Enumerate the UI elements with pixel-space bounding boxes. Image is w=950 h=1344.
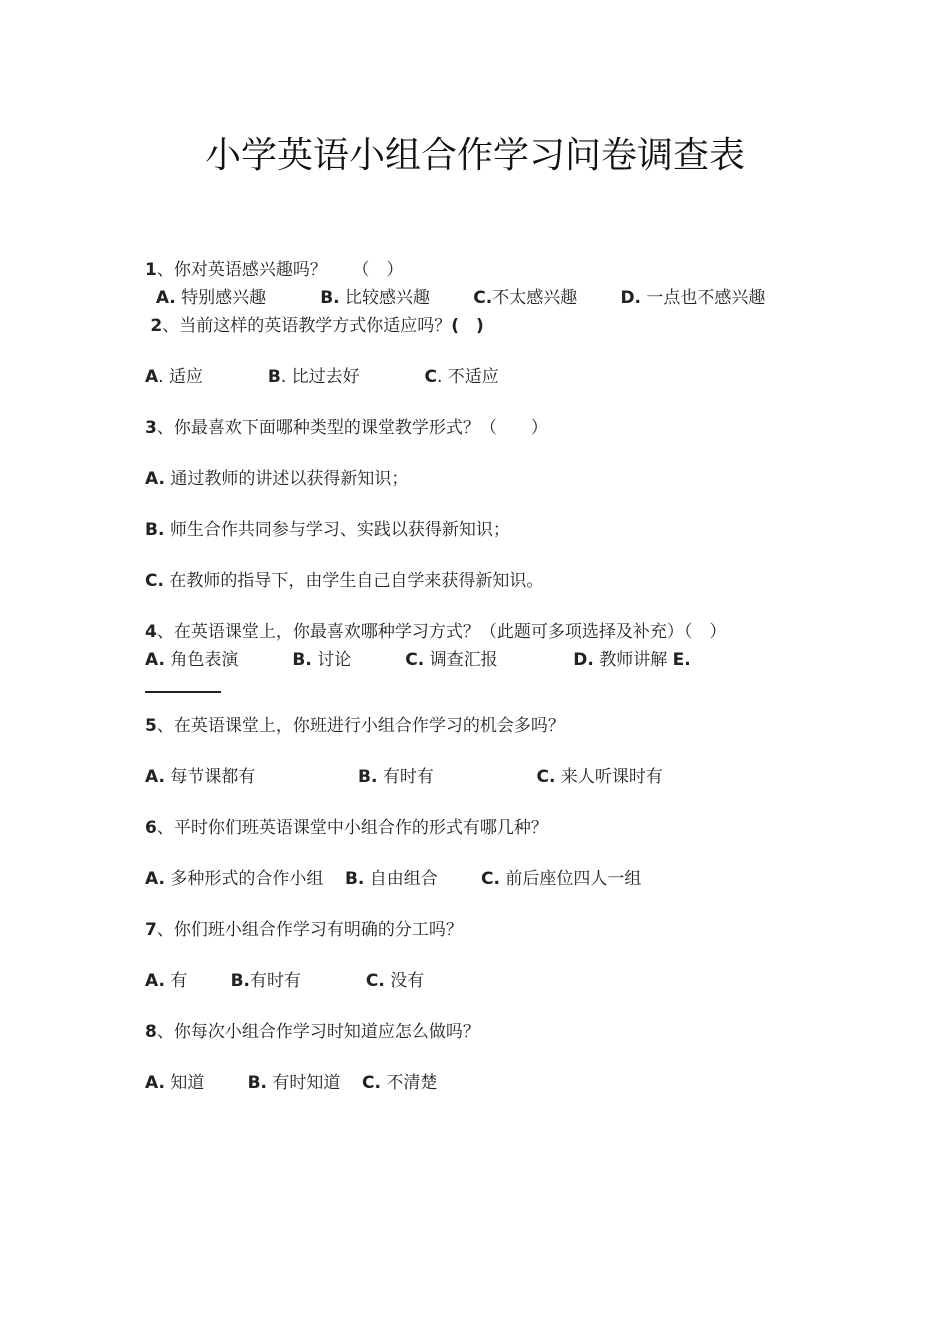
option-letter: A. [145,767,165,787]
option-text: 知道 [164,1073,205,1093]
option-letter: C. [365,971,385,991]
option-text: 通过教师的讲述以获得新知识； [164,469,409,489]
option-letter: B. [358,767,378,787]
option-letter: C [424,367,437,387]
page-title: 小学英语小组合作学习问卷调查表 [204,135,745,176]
question-3-option-a [145,465,805,493]
question-number: 3 [145,418,157,438]
option-letter: A. [145,650,165,670]
question-text: 、你们班小组合作学习有明确的分工吗？ [156,920,463,940]
option-text: 多种形式的合作小组 [164,869,324,889]
question-4 [145,618,805,646]
question-number: 1 [145,260,157,280]
option-letter: C. [481,869,500,889]
fill-in-blank [145,675,221,693]
question-1-options [145,284,805,312]
option-text: 讨论 [311,650,352,670]
question-6-options [145,865,805,893]
option-text: 前后座位四人一组 [499,869,642,889]
option-letter: D. [620,288,642,308]
option-text: 没有 [384,971,425,991]
question-text: 、你对英语感兴趣吗？ （ ） [156,260,404,280]
option-letter: B. [230,971,250,991]
question-5-options [145,763,805,791]
question-number: 2 [150,316,163,336]
question-4-options [145,646,805,702]
option-text: 不清楚 [380,1073,438,1093]
question-2 [145,312,805,340]
question-number: 5 [145,716,157,736]
question-text: 、在英语课堂上，你最喜欢哪种学习方式？（此题可多项选择及补充）（ ） [156,622,727,642]
option-letter: E. [672,650,691,670]
option-letter: C. [362,1073,381,1093]
option-text: 教师讲解 [593,650,668,670]
option-text: 自由组合 [364,869,438,889]
question-5 [145,712,805,740]
option-text: 不太感兴趣 [492,288,578,308]
question-6 [145,814,805,842]
option-text: 有时知道 [267,1073,341,1093]
option-text: . 比过去好 [280,367,360,387]
option-text: 角色表演 [164,650,239,670]
option-letter: C. [473,288,493,308]
option-letter: A [145,367,159,387]
option-letter: B [267,367,281,387]
option-text: 每节课都有 [164,767,256,787]
option-letter: D. [573,650,594,670]
question-7-options [145,967,805,995]
option-letter: A. [155,288,176,308]
question-text: 、你每次小组合作学习时知道应怎么做吗？ [156,1022,480,1042]
question-number: 4 [145,622,157,642]
option-letter: B. [344,869,365,889]
question-3-option-b [145,516,805,544]
option-text: 来人听课时有 [555,767,663,787]
question-text: 、在英语课堂上，你班进行小组合作学习的机会多吗？ [156,716,565,736]
option-text: 比较感兴趣 [339,288,431,308]
question-number: 7 [145,920,157,940]
question-text: 、当前这样的英语教学方式你适应吗？ [162,316,452,336]
question-number: 8 [145,1022,157,1042]
answer-paren: ( ) [451,316,484,336]
option-letter: C. [536,767,556,787]
option-letter: B. [320,288,340,308]
questionnaire-body [145,256,805,1097]
question-8 [145,1018,805,1046]
option-letter: B. [292,650,312,670]
question-3 [145,414,805,442]
option-letter: C. [145,571,164,591]
option-text: 调查汇报 [424,650,498,670]
question-text: 、你最喜欢下面哪种类型的课堂教学形式？（ ） [156,418,548,438]
option-text: . 不适应 [436,367,499,387]
option-letter: B. [247,1073,267,1093]
option-letter: B. [145,520,165,540]
option-text: 一点也不感兴趣 [641,288,766,308]
option-text: . 适应 [158,367,203,387]
option-letter: C. [405,650,425,670]
option-text: 特别感兴趣 [175,288,267,308]
option-letter: A. [145,469,165,489]
question-8-options [145,1069,805,1097]
question-3-option-c [145,567,805,595]
option-text: 师生合作共同参与学习、实践以获得新知识； [164,520,510,540]
option-text: 有时有 [377,767,434,787]
question-number: 6 [145,818,157,838]
question-7 [145,916,805,944]
option-letter: A. [145,869,165,889]
question-1 [145,256,805,284]
option-text: 有 [164,971,188,991]
option-letter: A. [145,1073,165,1093]
option-text: 有时有 [250,971,301,991]
question-text: 、平时你们班英语课堂中小组合作的形式有哪几种？ [156,818,548,838]
option-letter: A. [145,971,165,991]
option-text: 在教师的指导下，由学生自己自学来获得新知识。 [163,571,544,591]
question-2-options [145,363,805,391]
